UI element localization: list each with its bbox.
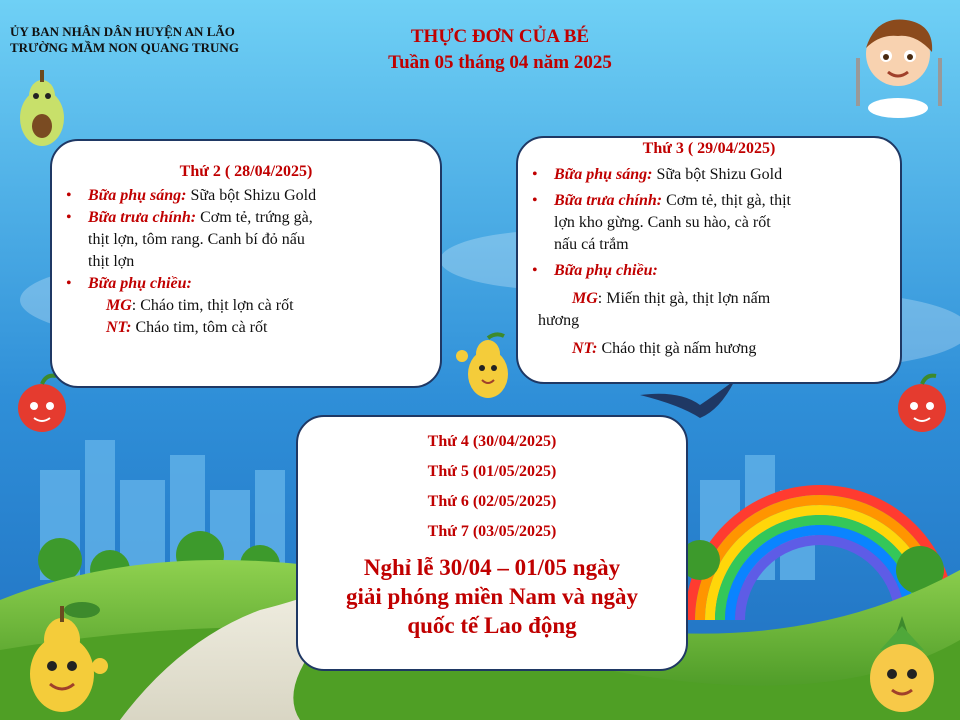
bullet-icon: • [532,192,538,209]
monday-title: Thứ 2 ( 28/04/2025) [179,163,313,180]
nt-label: NT: [572,340,598,357]
meal-item [518,164,882,186]
boy-character-icon [846,8,950,120]
meal-item [52,207,422,273]
monday-menu-card [50,139,442,388]
day-label: Thứ 5 (01/05/2025) [427,463,557,480]
meal-item [52,185,422,207]
monday-meal-list [52,185,422,295]
meal-text: Cơm tẻ, thịt gà, thịt [666,192,791,209]
mg-text: : Miến thịt gà, thịt lợn nấm [597,290,771,307]
page-title: THỰC ĐƠN CỦA BÉ [410,26,590,47]
meal-label: Bữa phụ chiều: [88,275,192,292]
day-label: Thứ 6 (02/05/2025) [427,493,557,510]
afternoon-nt [70,317,422,339]
meal-label: Bữa phụ chiều: [554,262,658,279]
tuesday-meal-list [518,164,882,282]
page-subtitle: Tuần 05 tháng 04 năm 2025 [388,52,612,73]
pear-thumbs-up-icon [452,330,516,400]
bullet-icon: • [66,187,72,204]
bullet-icon: • [532,166,538,183]
holiday-note-line: Nghỉ lễ 30/04 – 01/05 ngày [363,555,621,580]
meal-text: lợn kho gừng. Canh su hào, cà rốt [554,214,771,231]
pear-character-icon [12,66,72,150]
bullet-icon: • [66,209,72,226]
tuesday-menu-card [516,136,902,384]
pear-character-icon [2,596,114,716]
mg-label: MG [572,290,598,307]
meal-item [518,260,882,282]
tuesday-title: Thứ 3 ( 29/04/2025) [642,140,776,157]
bullet-icon: • [532,262,538,279]
org-line-2: TRƯỜNG MẦM NON QUANG TRUNG [10,40,239,55]
pineapple-character-icon [852,606,952,716]
meal-text: thịt lợn, tôm rang. Canh bí đỏ nấu [88,231,305,248]
afternoon-mg [70,295,422,317]
afternoon-mg [536,288,882,310]
bullet-icon: • [66,275,72,292]
meal-text: thịt lợn [88,253,135,270]
nt-label: NT: [106,319,132,336]
meal-label: Bữa trưa chính: [88,209,197,226]
org-line-1: ỦY BAN NHÂN DÂN HUYỆN AN LÃO [10,24,235,39]
afternoon-nt [536,338,882,360]
school-header [10,24,239,56]
holiday-card [296,415,688,671]
meal-text: Sữa bột Shizu Gold [656,166,783,183]
meal-label: Bữa phụ sáng: [88,187,187,204]
mg-label: MG [106,297,132,314]
nt-text: Cháo thịt gà nấm hương [597,340,757,357]
meal-item [518,190,882,256]
apple-character-icon [892,370,952,436]
menu-title-block [300,26,700,78]
day-label: Thứ 7 (03/05/2025) [427,523,557,540]
nt-text: Cháo tim, tôm cà rốt [131,319,268,336]
holiday-note-line: giải phóng miền Nam và ngày [345,584,638,609]
mg-text: : Cháo tim, thịt lợn cà rốt [131,297,294,314]
day-label: Thứ 4 (30/04/2025) [427,433,557,450]
meal-label: Bữa phụ sáng: [554,166,653,183]
meal-item [52,273,422,295]
meal-text: Cơm tẻ, trứng gà, [200,209,313,226]
meal-text: Sữa bột Shizu Gold [190,187,317,204]
holiday-note [308,553,676,640]
meal-text: nấu cá trắm [554,236,629,253]
meal-label: Bữa trưa chính: [554,192,663,209]
holiday-note-line: quốc tế Lao động [407,613,577,638]
afternoon-mg-cont: hương [538,312,580,329]
